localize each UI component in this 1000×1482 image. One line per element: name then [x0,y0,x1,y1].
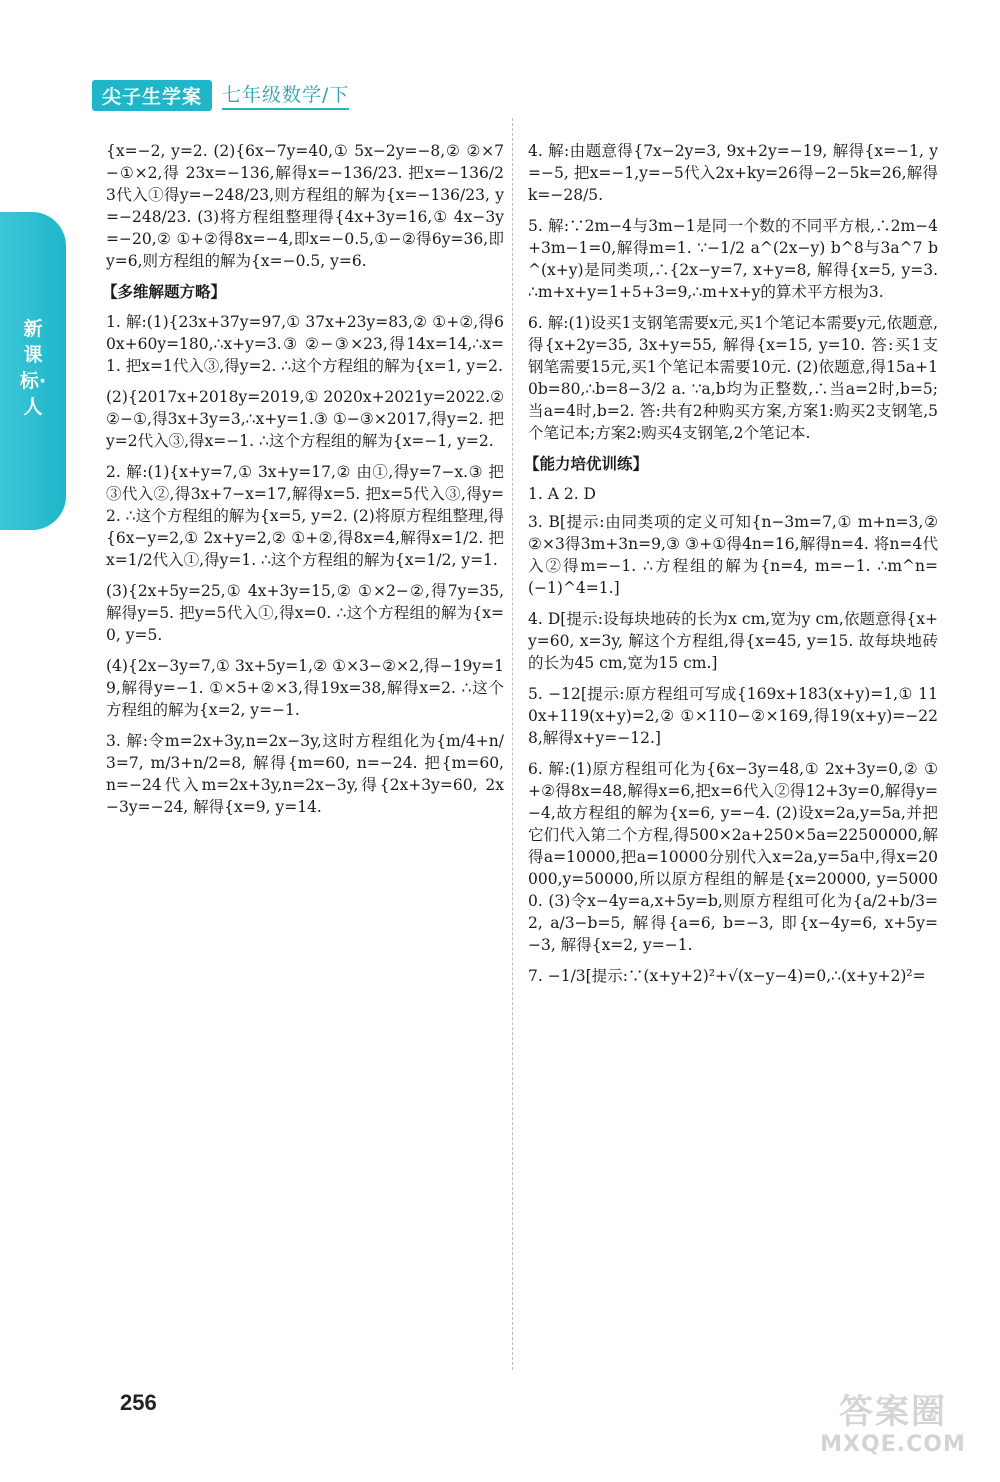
answer-1-2: 1. A 2. D [528,485,596,503]
watermark [818,1392,968,1458]
left-problem-3: 3. 解:令m=2x+3y,n=2x−3y,这时方程组化为{m/4+n/3=7, m/3+n/2=8, 解得{m=60, n=−24. 把{m=60, n=−24代入m=2x+3y,n=2x−3y,得{2x+3y=60, 2x−3y=−24, 解得{x=9, y=14. [106,732,504,816]
page-header [92,80,349,110]
section-title-training: 【能力培优训练】 [524,455,649,473]
right-column [524,140,938,996]
left-problem-2-1: 2. 解:(1){x+y=7,① 3x+y=17,② 由①,得y=7−x.③ 把③代入②,得3x+7−x=17,解得x=5. 把x=5代入③,得y=2. ∴这个方程组的解为{x=5, y=2. (2)将原方程组整理,得{6x−y=2,① 2x+y=2,② ①+②,得8x=4,解得x=1/2. 把x=1/2代入①,得y=1. ∴这个方程组的解为{x=1/2, y=1. [106,463,504,569]
answer-5: 5. −12[提示:原方程组可写成{169x+183(x+y)=1,① 110x+119(x+y)=2,② ①×110−②×169,得19(x+y)=−228,解得x+y=−12.] [528,685,938,747]
right-problem-5: 5. 解:∵2m−4与3m−1是同一个数的不同平方根,∴2m−4+3m−1=0,解得m=1. ∵−1/2 a^(2x−y) b^8与3a^7 b^(x+y)是同类项,∴{2x−y=7, x+y=8, 解得{x=5, y=3. ∴m+x+y=1+5+3=9,∴m+x+y的算术平方根为3. [528,217,938,301]
left-problem-1-1: 1. 解:(1){23x+37y=97,① 37x+23y=83,② ①+②,得60x+60y=180,∴x+y=3.③ ②−③×23,得14x=14,∴x=1. 把x=1代入③,得y=2. ∴这个方程组的解为{x=1, y=2. [106,313,504,375]
answer-7: 7. −1/3[提示:∵(x+y+2)²+√(x−y−4)=0,∴(x+y+2)²= [528,967,926,985]
answer-3: 3. B[提示:由同类项的定义可知{n−3m=7,① m+n=3,② ②×3得3m+3n=9,③ ③+①得4n=16,解得n=4. 将n=4代入②得m=−1. ∴方程组的解为{n=4, m=−1. ∴m^n=(−1)^4=1.] [528,513,938,597]
left-intro-paragraph: {x=−2, y=2. (2){6x−7y=40,① 5x−2y=−8,② ②×7−①×2,得 23x=−136,解得x=−136/23. 把x=−136/23代入①得y=−248/23,则方程组的解为{x=−136/23, y=−248/23. (3)将方程组整理得{4x+3y=16,① 4x−3y=−20,② ①+②得8x=−4,即x=−0.5,①−②得6y=36,即y=6,则方程组的解为{x=−0.5, y=6. [106,142,504,270]
watermark-url: MXQE.COM [820,1432,966,1457]
left-problem-2-4: (4){2x−3y=7,① 3x+5y=1,② ①×3−②×2,得−19y=19,解得y=−1. ①×5+②×3,得19x=38,解得x=2. ∴这个方程组的解为{x=2, y=−1. [106,657,504,719]
left-problem-1-2: (2){2017x+2018y=2019,① 2020x+2021y=2022.② ②−①,得3x+3y=3,∴x+y=1.③ ①−③×2017,得y=2. 把y=2代入③,得x=−1. ∴这个方程组的解为{x=−1, y=2. [106,388,505,450]
subject-label: 七年级数学/下 [222,80,349,110]
column-divider [512,118,513,1370]
left-problem-2-3: (3){2x+5y=25,① 4x+3y=15,② ①×2−②,得7y=35,解得y=5. 把y=5代入①,得x=0. ∴这个方程组的解为{x=0, y=5. [106,582,504,644]
left-column [102,140,505,827]
right-problem-6: 6. 解:(1)设买1支钢笔需要x元,买1个笔记本需要y元,依题意,得{x+2y=35, 3x+y=55, 解得{x=15, y=10. 答:买1支钢笔需要15元,买1个笔记本需要10元. (2)依题意,得15a+10b=80,∴b=8−3/2 a. ∵a,b均为正整数,∴当a=2时,b=5;当a=4时,b=2. 答:共有2种购买方案,方案1:购买2支钢笔,5个笔记本;方案2:购买4支钢笔,2个笔记本. [528,314,938,442]
answer-6: 6. 解:(1)原方程组可化为{6x−3y=48,① 2x+3y=0,② ①+②得8x=48,解得x=6,把x=6代入②得12+3y=0,解得y=−4,故方程组的解为{x=6, y=−4. (2)设x=2a,y=5a,并把它们代入第二个方程,得500×2a+250×5a=22500000,解得a=10000,把a=10000分别代入x=2a,y=5a中,得x=20000,y=50000,所以原方程组的解是{x=20000, y=50000. (3)令x−4y=a,x+5y=b,则原方程组可化为{a/2+b/3=2, a/3−b=5, 解得{a=6, b=−3, 即{x−4y=6, x+5y=−3, 解得{x=2, y=−1. [528,760,938,954]
right-problem-4: 4. 解:由题意得{7x−2y=3, 9x+2y=−19, 解得{x=−1, y=−5, 把x=−1,y=−5代入2x+ky=26得−2−5k=26,解得k=−28/5. [528,142,938,204]
brand-label: 尖子生学案 [92,80,212,111]
section-title-methods: 【多维解题方略】 [102,283,227,301]
side-tab [0,212,66,530]
page-number: 256 [120,1390,157,1415]
watermark-logo: 答案圈 [839,1392,947,1432]
answer-4: 4. D[提示:设每块地砖的长为x cm,宽为y cm,依题意得{x+y=60, x=3y, 解这个方程组,得{x=45, y=15. 故每块地砖的长为45 cm,宽为15 cm.] [528,610,938,672]
side-tab-label: 新课标·人 [19,318,47,418]
